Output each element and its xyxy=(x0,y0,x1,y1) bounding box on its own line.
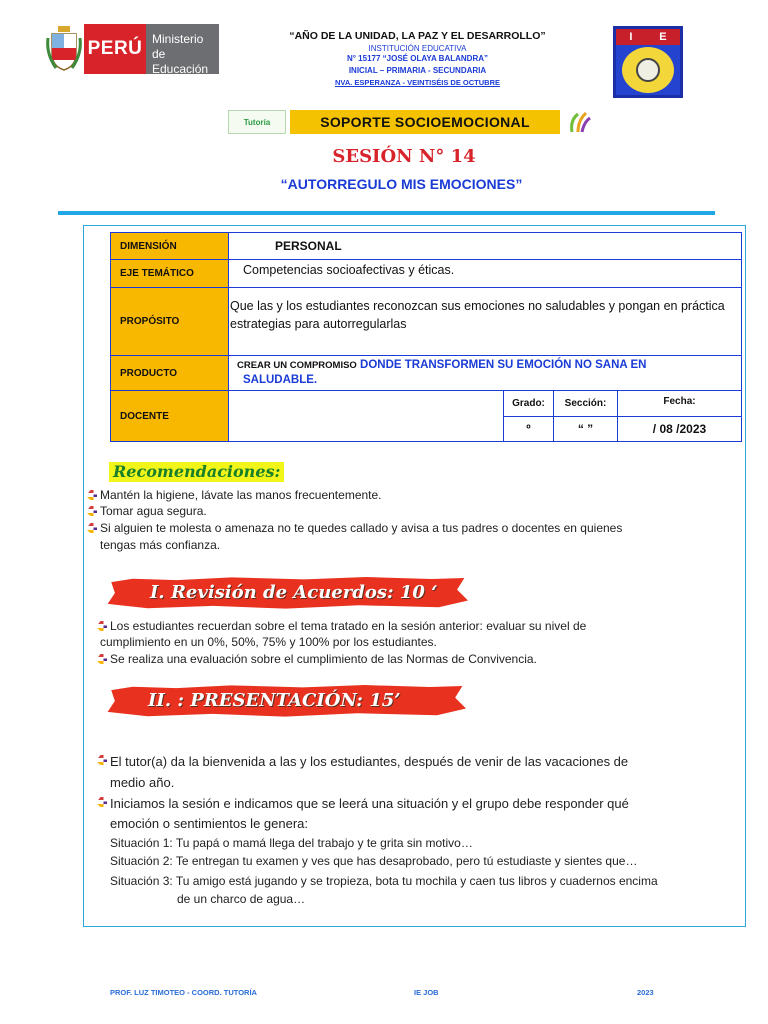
ministry-name: Ministerio de Educación xyxy=(146,24,219,74)
school-levels: INICIAL – PRIMARIA - SECUNDARIA xyxy=(348,66,487,75)
institution-label: INSTITUCIÓN EDUCATIVA xyxy=(368,44,467,53)
section-1-heading: I. Revisión de Acuerdos: 10 ‘ xyxy=(150,582,438,603)
list-item: Tomar agua segura. xyxy=(100,504,207,518)
list-item: El tutor(a) da la bienvenida a las y los estudiantes, después de venir de las vacaciones de xyxy=(110,752,628,772)
school-header xyxy=(230,30,605,87)
badge-letter-i: I xyxy=(629,31,633,43)
proposito-label: PROPÓSITO xyxy=(111,288,229,356)
list-item: Iniciamos la sesión e indicamos que se leerá una situación y el grupo debe responder qué xyxy=(110,794,629,814)
school-crest-icon xyxy=(613,26,683,98)
school-number: N° 15177 “JOSÉ OLAYA BALANDRA” xyxy=(346,54,489,63)
dimension-label: DIMENSIÓN xyxy=(111,233,229,260)
seccion-label: Sección: xyxy=(554,391,618,417)
fecha-label: Fecha: xyxy=(618,391,742,417)
portrait-icon xyxy=(636,58,660,82)
producto-value: CREAR UN COMPROMISO DONDE TRANSFORMEN SU EMOCIÓN NO SANA EN SALUDABLE. xyxy=(229,356,742,391)
list-item-continuation: tengas más confianza. xyxy=(100,538,221,552)
recommendations-title: Recomendaciones: xyxy=(109,462,284,482)
eje-value: Competencias socioafectivas y éticas. xyxy=(229,260,742,288)
docente-value xyxy=(229,391,504,442)
school-location: NVA. ESPERANZA - VEINTISÉIS DE OCTUBRE xyxy=(334,78,501,87)
grado-value: º xyxy=(504,417,554,442)
proposito-value: Que las y los estudiantes reconozcan sus emociones no saludables y pongan en práctica estrategias para autorregularlas xyxy=(229,288,742,356)
grado-label: Grado: xyxy=(504,391,554,417)
banner xyxy=(228,110,592,134)
situation-2: Situación 2: Te entregan tu examen y ves que has desaprobado, pero tú estudiaste y sientes que… xyxy=(110,854,638,868)
list-item: Mantén la higiene, lávate las manos frecuentemente. xyxy=(100,488,382,502)
ministry-logo xyxy=(44,24,219,74)
situation-3-continuation: de un charco de agua… xyxy=(177,892,306,906)
year-motto: “AÑO DE LA UNIDAD, LA PAZ Y EL DESARROLLO” xyxy=(289,30,546,42)
peru-shield-icon xyxy=(44,24,84,74)
list-item-continuation: medio año. xyxy=(110,775,175,790)
footer-year: 2023 xyxy=(637,988,654,997)
dimension-value: PERSONAL xyxy=(229,233,742,260)
list-item: Si alguien te molesta o amenaza no te quedes callado y avisa a tus padres o docentes en quienes xyxy=(100,521,623,535)
list-item-continuation: emoción o sentimientos le genera: xyxy=(110,816,309,831)
list-item: Los estudiantes recuerdan sobre el tema tratado en la sesión anterior: evaluar su nivel de xyxy=(110,619,587,633)
situation-3: Situación 3: Tu amigo está jugando y se tropieza, bota tu mochila y caen tus libros y cuadernos encima xyxy=(110,874,658,888)
producto-label: PRODUCTO xyxy=(111,356,229,391)
docente-label: DOCENTE xyxy=(111,391,229,442)
footer-author: PROF. LUZ TIMOTEO - COORD. TUTORÍA xyxy=(110,988,257,997)
session-info-table xyxy=(110,232,742,442)
peru-label: PERÚ xyxy=(84,24,146,74)
section-2-heading: II. : PRESENTACIÓN: 15’ xyxy=(148,690,401,711)
footer-school: IE JOB xyxy=(414,988,439,997)
tutoria-logo: Tutoría xyxy=(228,110,286,134)
list-item: Se realiza una evaluación sobre el cumplimiento de las Normas de Convivencia. xyxy=(110,652,537,666)
session-number: SESIÓN N° 14 xyxy=(332,146,476,167)
banner-title: SOPORTE SOCIOEMOCIONAL xyxy=(290,110,560,134)
eje-label: EJE TEMÁTICO xyxy=(111,260,229,288)
leaf-logo-icon xyxy=(566,110,592,134)
fecha-value: / 08 /2023 xyxy=(618,417,742,442)
situation-1: Situación 1: Tu papá o mamá llega del trabajo y te grita sin motivo… xyxy=(110,836,473,850)
session-subtitle: “AUTORREGULO MIS EMOCIONES” xyxy=(280,176,523,192)
divider xyxy=(58,211,715,215)
seccion-value: “ ” xyxy=(554,417,618,442)
list-item-continuation: cumplimiento en un 0%, 50%, 75% y 100% por los estudiantes. xyxy=(100,635,437,649)
badge-letter-e: E xyxy=(659,31,667,43)
